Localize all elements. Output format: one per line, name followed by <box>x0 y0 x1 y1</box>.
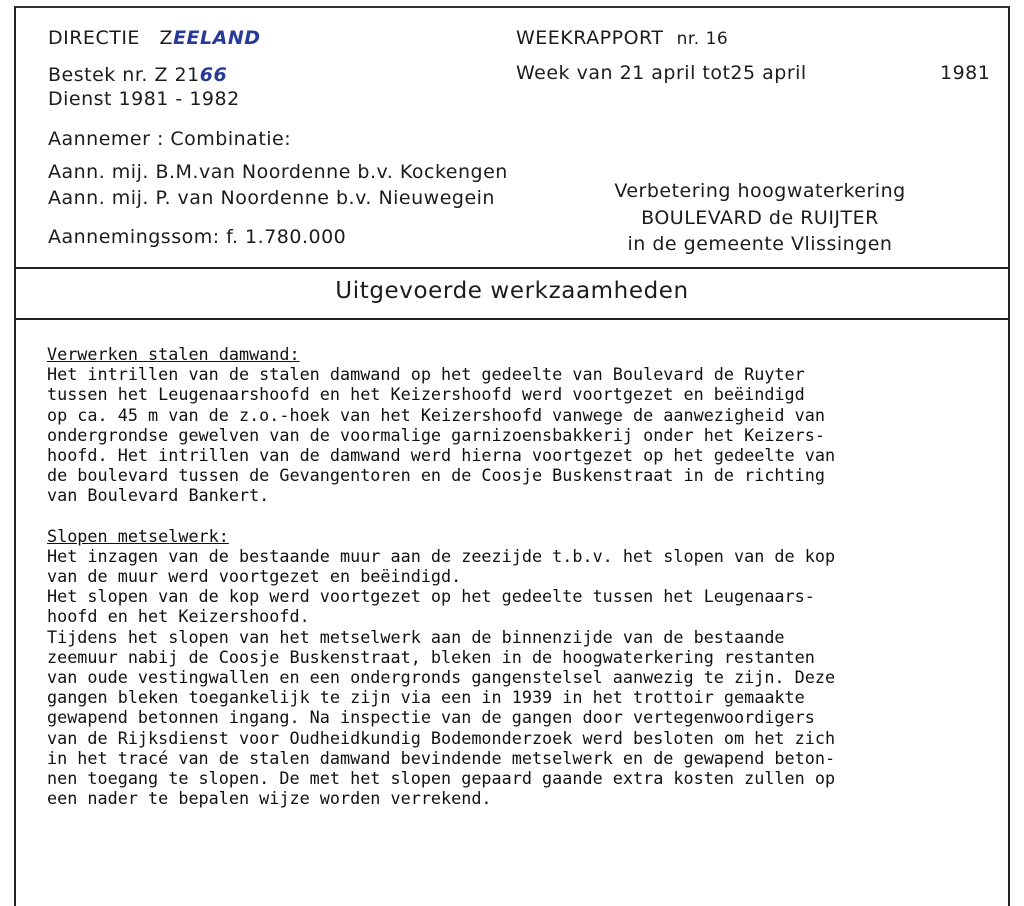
bestek-handwritten: 66 <box>199 64 228 86</box>
body-line: van de muur werd voortgezet en beëindigd. <box>47 566 462 587</box>
directie-handwritten: EELAND <box>173 27 261 49</box>
weekrapport-line <box>516 27 728 49</box>
body-line: van de Rijksdienst voor Oudheidkundig Bodemonderzoek werd besloten om het zich <box>47 727 836 748</box>
body-line: Het slopen van de kop werd voortgezet op het gedeelte tussen het Leugenaars- <box>47 586 815 607</box>
bestek-label: Bestek nr. Z 21 <box>48 64 200 86</box>
body-line: hoofd en het Keizershoofd. <box>47 606 310 627</box>
title-divider <box>14 318 1010 320</box>
body-line: Het intrillen van de stalen damwand op het gedeelte van Boulevard de Ruyter <box>47 364 805 385</box>
body-line: Het inzagen van de bestaande muur aan de zeezijde t.b.v. het slopen van de kop <box>47 545 836 566</box>
section-heading-damwand: Verwerken stalen damwand: <box>47 344 300 364</box>
body-line: ondergrondse gewelven van de voormalige garnizoensbakkerij onder het Keizers- <box>47 424 825 445</box>
project-line-2: BOULEVARD de RUIJTER <box>641 207 879 229</box>
body-line: gewapend betonnen ingang. Na inspectie van de gangen door vertegenwoordigers <box>47 707 815 728</box>
body-line: van oude vestingwallen en een ondergronds gangenstelsel aanwezig te zijn. Deze <box>47 667 836 687</box>
report-body <box>47 344 1007 808</box>
body-line: nen toegang te slopen. De met het slopen gepaard gaande extra kosten zullen op <box>47 767 836 788</box>
body-line: op ca. 45 m van de z.o.-hoek van het Keizershoofd vanwege de aanwezigheid van <box>47 404 825 425</box>
directie-line <box>48 27 261 49</box>
body-line: gangen bleken toegankelijk te zijn via een in 1939 in het trottoir gemaakte <box>47 687 805 708</box>
directie-prefix: Z <box>159 27 174 49</box>
dienst-line: Dienst 1981 - 1982 <box>48 88 240 110</box>
paragraph-gap <box>47 506 1007 526</box>
body-line: de boulevard tussen de Gevangentoren en de Coosje Buskenstraat in de richting <box>47 465 825 486</box>
body-line: een nader te bepalen wijze worden verrekend. <box>47 788 492 809</box>
body-line: in het tracé van de stalen damwand bevindende metselwerk en de gewapend beton- <box>47 747 836 768</box>
body-line: zeemuur nabij de Coosje Buskenstraat, bleken in de hoogwaterkering restanten <box>47 646 815 667</box>
body-line: Tijdens het slopen van het metselwerk aan de binnenzijde van de bestaande <box>47 626 785 647</box>
directie-label: DIRECTIE <box>48 27 140 49</box>
section-title: Uitgevoerde werkzaamheden <box>335 278 689 304</box>
header-divider <box>14 267 1010 269</box>
aannemer-1: Aann. mij. B.M.van Noordenne b.v. Kockengen <box>48 161 508 183</box>
bestek-line <box>48 64 227 86</box>
week-line: Week van 21 april tot25 april <box>516 62 807 84</box>
body-line: van Boulevard Bankert. <box>47 485 270 506</box>
project-line-3: in de gemeente Vlissingen <box>627 233 893 255</box>
weekrapport-label: WEEKRAPPORT <box>516 27 664 49</box>
weekrapport-nr: nr. 16 <box>676 29 729 49</box>
body-line: hoofd. Het intrillen van de damwand werd hierna voortgezet op het gedeelte van <box>47 444 836 465</box>
project-line-1: Verbetering hoogwaterkering <box>614 180 906 202</box>
aannemingssom: Aannemingssom: f. 1.780.000 <box>48 226 347 248</box>
year: 1981 <box>940 62 991 84</box>
aannemer-2: Aann. mij. P. van Noordenne b.v. Nieuwegein <box>48 187 495 209</box>
aannemer-line: Aannemer : Combinatie: <box>48 128 292 150</box>
section-heading-metselwerk: Slopen metselwerk: <box>47 525 229 546</box>
body-line: tussen het Leugenaarshoofd en het Keizershoofd werd voortgezet en beëindigd <box>47 384 805 405</box>
